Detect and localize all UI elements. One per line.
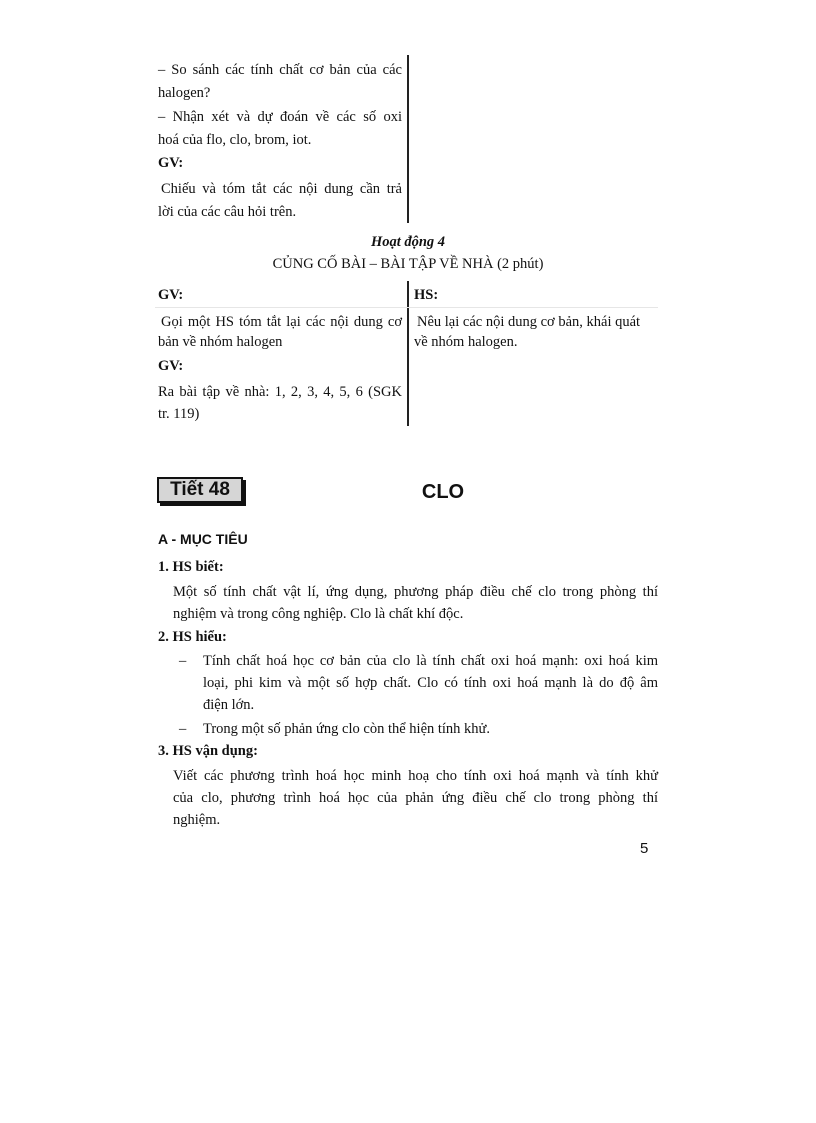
paragraph-line: nghiệm. — [173, 812, 221, 828]
table-cell-line: tr. 119) — [158, 406, 200, 422]
page-number: 5 — [640, 840, 649, 857]
paragraph-line: của clo, phương trình hoá học của phản ứng điều chế clo trong phòng thí — [173, 790, 658, 806]
table-cell-line: – So sánh các tính chất cơ bản của các — [158, 62, 402, 78]
table-cell-line: hoá của flo, clo, brom, iot. — [158, 132, 312, 148]
table-cell-line: Nêu lại các nội dung cơ bản, khái quát — [417, 314, 641, 330]
hs-label: HS: — [414, 287, 439, 303]
table-cell-line: halogen? — [158, 85, 211, 101]
paragraph-line: Viết các phương trình hoá học minh hoạ cho tính oxi hoá mạnh và tính khử — [173, 768, 658, 784]
lesson-badge: Tiết 48 — [157, 477, 243, 503]
paragraph-line: nghiệm và trong công nghiệp. Clo là chất khí độc. — [173, 606, 464, 622]
paragraph-line: Một số tính chất vật lí, ứng dụng, phương pháp điều chế clo trong phòng thí — [173, 584, 658, 600]
gv-label: GV: — [158, 155, 184, 171]
column-divider — [407, 55, 409, 223]
lesson-title: CLO — [421, 481, 465, 503]
subsection-heading: 2. HS hiểu: — [158, 629, 227, 645]
gv-label: GV: — [158, 287, 184, 303]
column-divider — [407, 281, 409, 426]
list-item-line: loại, phi kim và một số hợp chất. Clo có tính oxi hoá mạnh là do độ âm — [203, 675, 658, 691]
activity-title: Hoạt động 4 — [370, 234, 446, 250]
table-cell-line: lời của các câu hỏi trên. — [158, 204, 297, 220]
bullet-dash: – — [179, 653, 187, 669]
list-item-line: điện lớn. — [203, 697, 255, 713]
subsection-heading: 3. HS vận dụng: — [158, 743, 258, 759]
table-cell-line: Gọi một HS tóm tắt lại các nội dung cơ — [161, 314, 402, 330]
list-item-line: Trong một số phản ứng clo còn thể hiện tính khử. — [203, 721, 491, 737]
list-item-line: Tính chất hoá học cơ bản của clo là tính chất oxi hoá mạnh: oxi hoá kim — [203, 653, 658, 669]
table-cell-line: bản về nhóm halogen — [158, 334, 283, 350]
table-cell-line: Ra bài tập về nhà: 1, 2, 3, 4, 5, 6 (SGK — [158, 384, 402, 400]
table-cell-line: Chiếu và tóm tắt các nội dung cần trả — [161, 181, 402, 197]
section-heading: A - MỤC TIÊU — [158, 531, 248, 547]
table-cell-line: – Nhận xét và dự đoán về các số oxi — [158, 109, 402, 125]
table-cell-line: về nhóm halogen. — [414, 334, 518, 350]
subsection-heading: 1. HS biết: — [158, 559, 224, 575]
row-separator — [155, 307, 658, 308]
bullet-dash: – — [179, 721, 187, 737]
gv-label: GV: — [158, 358, 184, 374]
activity-subtitle: CỦNG CỐ BÀI – BÀI TẬP VỀ NHÀ (2 phút) — [272, 256, 544, 272]
